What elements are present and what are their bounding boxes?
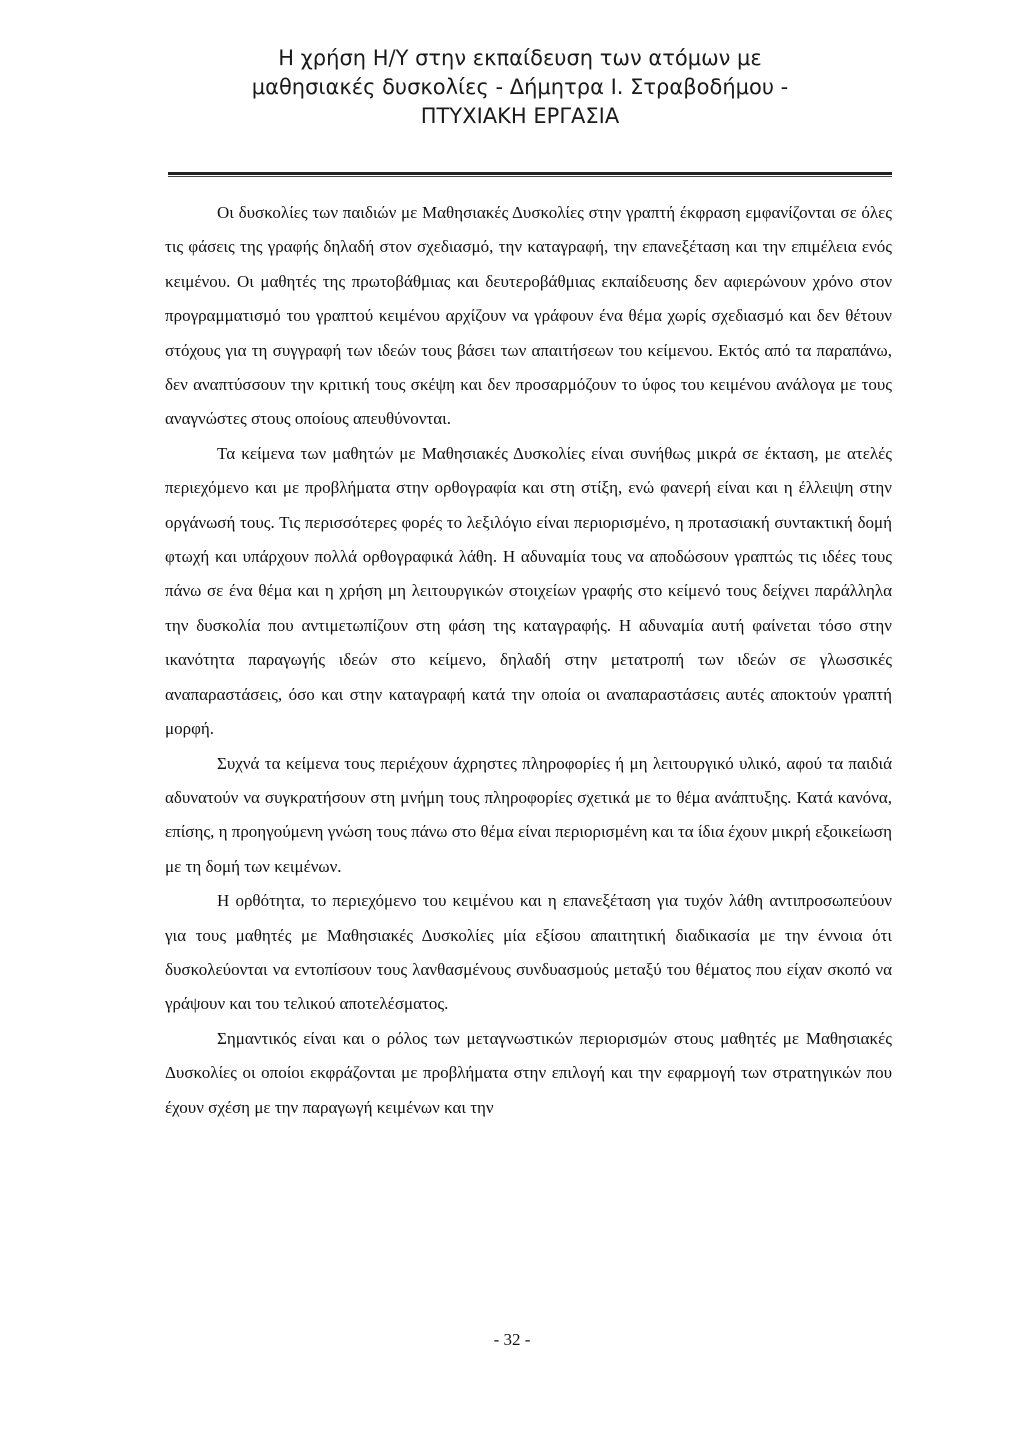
header-title-line-3: ΠΤΥΧΙΑΚΗ ΕΡΓΑΣΙΑ bbox=[420, 104, 620, 128]
header-title-line-1: Η χρήση Η/Υ στην εκπαίδευση των ατόμων με bbox=[278, 46, 762, 70]
paragraph-1: Οι δυσκολίες των παιδιών με Μαθησιακές Δυσκολίες στην γραπτή έκφραση εμφανίζονται σε όλες τις φάσεις της γραφής δηλαδή στον σχεδιασμό, την καταγραφή, την επανεξέταση και την επιμέλεια ενός κειμένου. Οι μαθητές της πρωτοβάθμιας και δευτεροβάθμιας εκπαίδευσης δεν αφιερώνουν χρόνο στον προγραμματισμό του γραπτού κειμένου αρχίζουν να γράφουν ένα θέμα χωρίς σχεδιασμό και δεν θέτουν στόχους για τη συγγραφή των ιδεών τους βάσει των απαιτήσεων του κείμενου. Εκτός από τα παραπάνω, δεν αναπτύσσουν την κριτική τους σκέψη και δεν προσαρμόζουν το ύφος του κειμένου ανάλογα με τους αναγνώστες στους οποίους απευθύνονται. bbox=[165, 203, 892, 429]
body-text bbox=[165, 196, 892, 1125]
header-divider-thin bbox=[168, 176, 892, 177]
header-divider bbox=[168, 172, 892, 175]
page-number: - 32 - bbox=[493, 1330, 531, 1349]
running-header bbox=[100, 44, 940, 131]
paragraph-2: Τα κείμενα των μαθητών με Μαθησιακές Δυσκολίες είναι συνήθως μικρά σε έκταση, με ατελές περιεχόμενο και με προβλήματα στην ορθογραφία και στη στίξη, ενώ φανερή είναι και η έλλειψη στην οργάνωσή τους. Τις περισσότερες φορές το λεξιλόγιο είναι περιορισμένο, η προτασιακή συντακτική δομή φτωχή και υπάρχουν πολλά ορθογραφικά λάθη. Η αδυναμία τους να αποδώσουν γραπτώς τις ιδέες τους πάνω σε ένα θέμα και η χρήση μη λειτουργικών στοιχείων γραφής στο κείμενό τους δείχνει παράλληλα την δυσκολία που αντιμετωπίζουν στη φάση της καταγραφής. Η αδυναμία αυτή φαίνεται τόσο στην ικανότητα παραγωγής ιδεών στο κείμενο, δηλαδή στην μετατροπή των ιδεών σε γλωσσικές αναπαραστάσεις, όσο και στην καταγραφή κατά την οποία οι αναπαραστάσεις αυτές αποκτούν γραπτή μορφή. bbox=[165, 443, 892, 739]
header-title-line-2: μαθησιακές δυσκολίες - Δήμητρα Ι. Στραβοδήμου - bbox=[251, 75, 789, 99]
paragraph-5: Σημαντικός είναι και ο ρόλος των μεταγνωστικών περιορισμών στους μαθητές με Μαθησιακές Δυσκολίες οι οποίοι εκφράζονται με προβλήματα στην επιλογή και την εφαρμογή των στρατηγικών που έχουν σχέση με την παραγωγή κειμένων και την bbox=[165, 1028, 892, 1117]
paragraph-4: Η ορθότητα, το περιεχόμενο του κειμένου και η επανεξέταση για τυχόν λάθη αντιπροσωπεύουν για τους μαθητές με Μαθησιακές Δυσκολίες μία εξίσου απαιτητική διαδικασία με την έννοια ότι δυσκολεύονται να εντοπίσουν τους λανθασμένους συνδυασμούς μεταξύ του θέματος που είχαν σκοπό να γράψουν και του τελικού αποτελέσματος. bbox=[165, 891, 892, 1014]
paragraph-3: Συχνά τα κείμενα τους περιέχουν άχρηστες πληροφορίες ή μη λειτουργικό υλικό, αφού τα παιδιά αδυνατούν να συγκρατήσουν στη μνήμη τους πληροφορίες σχετικά με το θέμα ανάπτυξης. Κατά κανόνα, επίσης, η προηγούμενη γνώση τους πάνω στο θέμα είναι περιορισμένη και τα ίδια έχουν μικρή εξοικείωση με τη δομή των κειμένων. bbox=[165, 753, 892, 876]
